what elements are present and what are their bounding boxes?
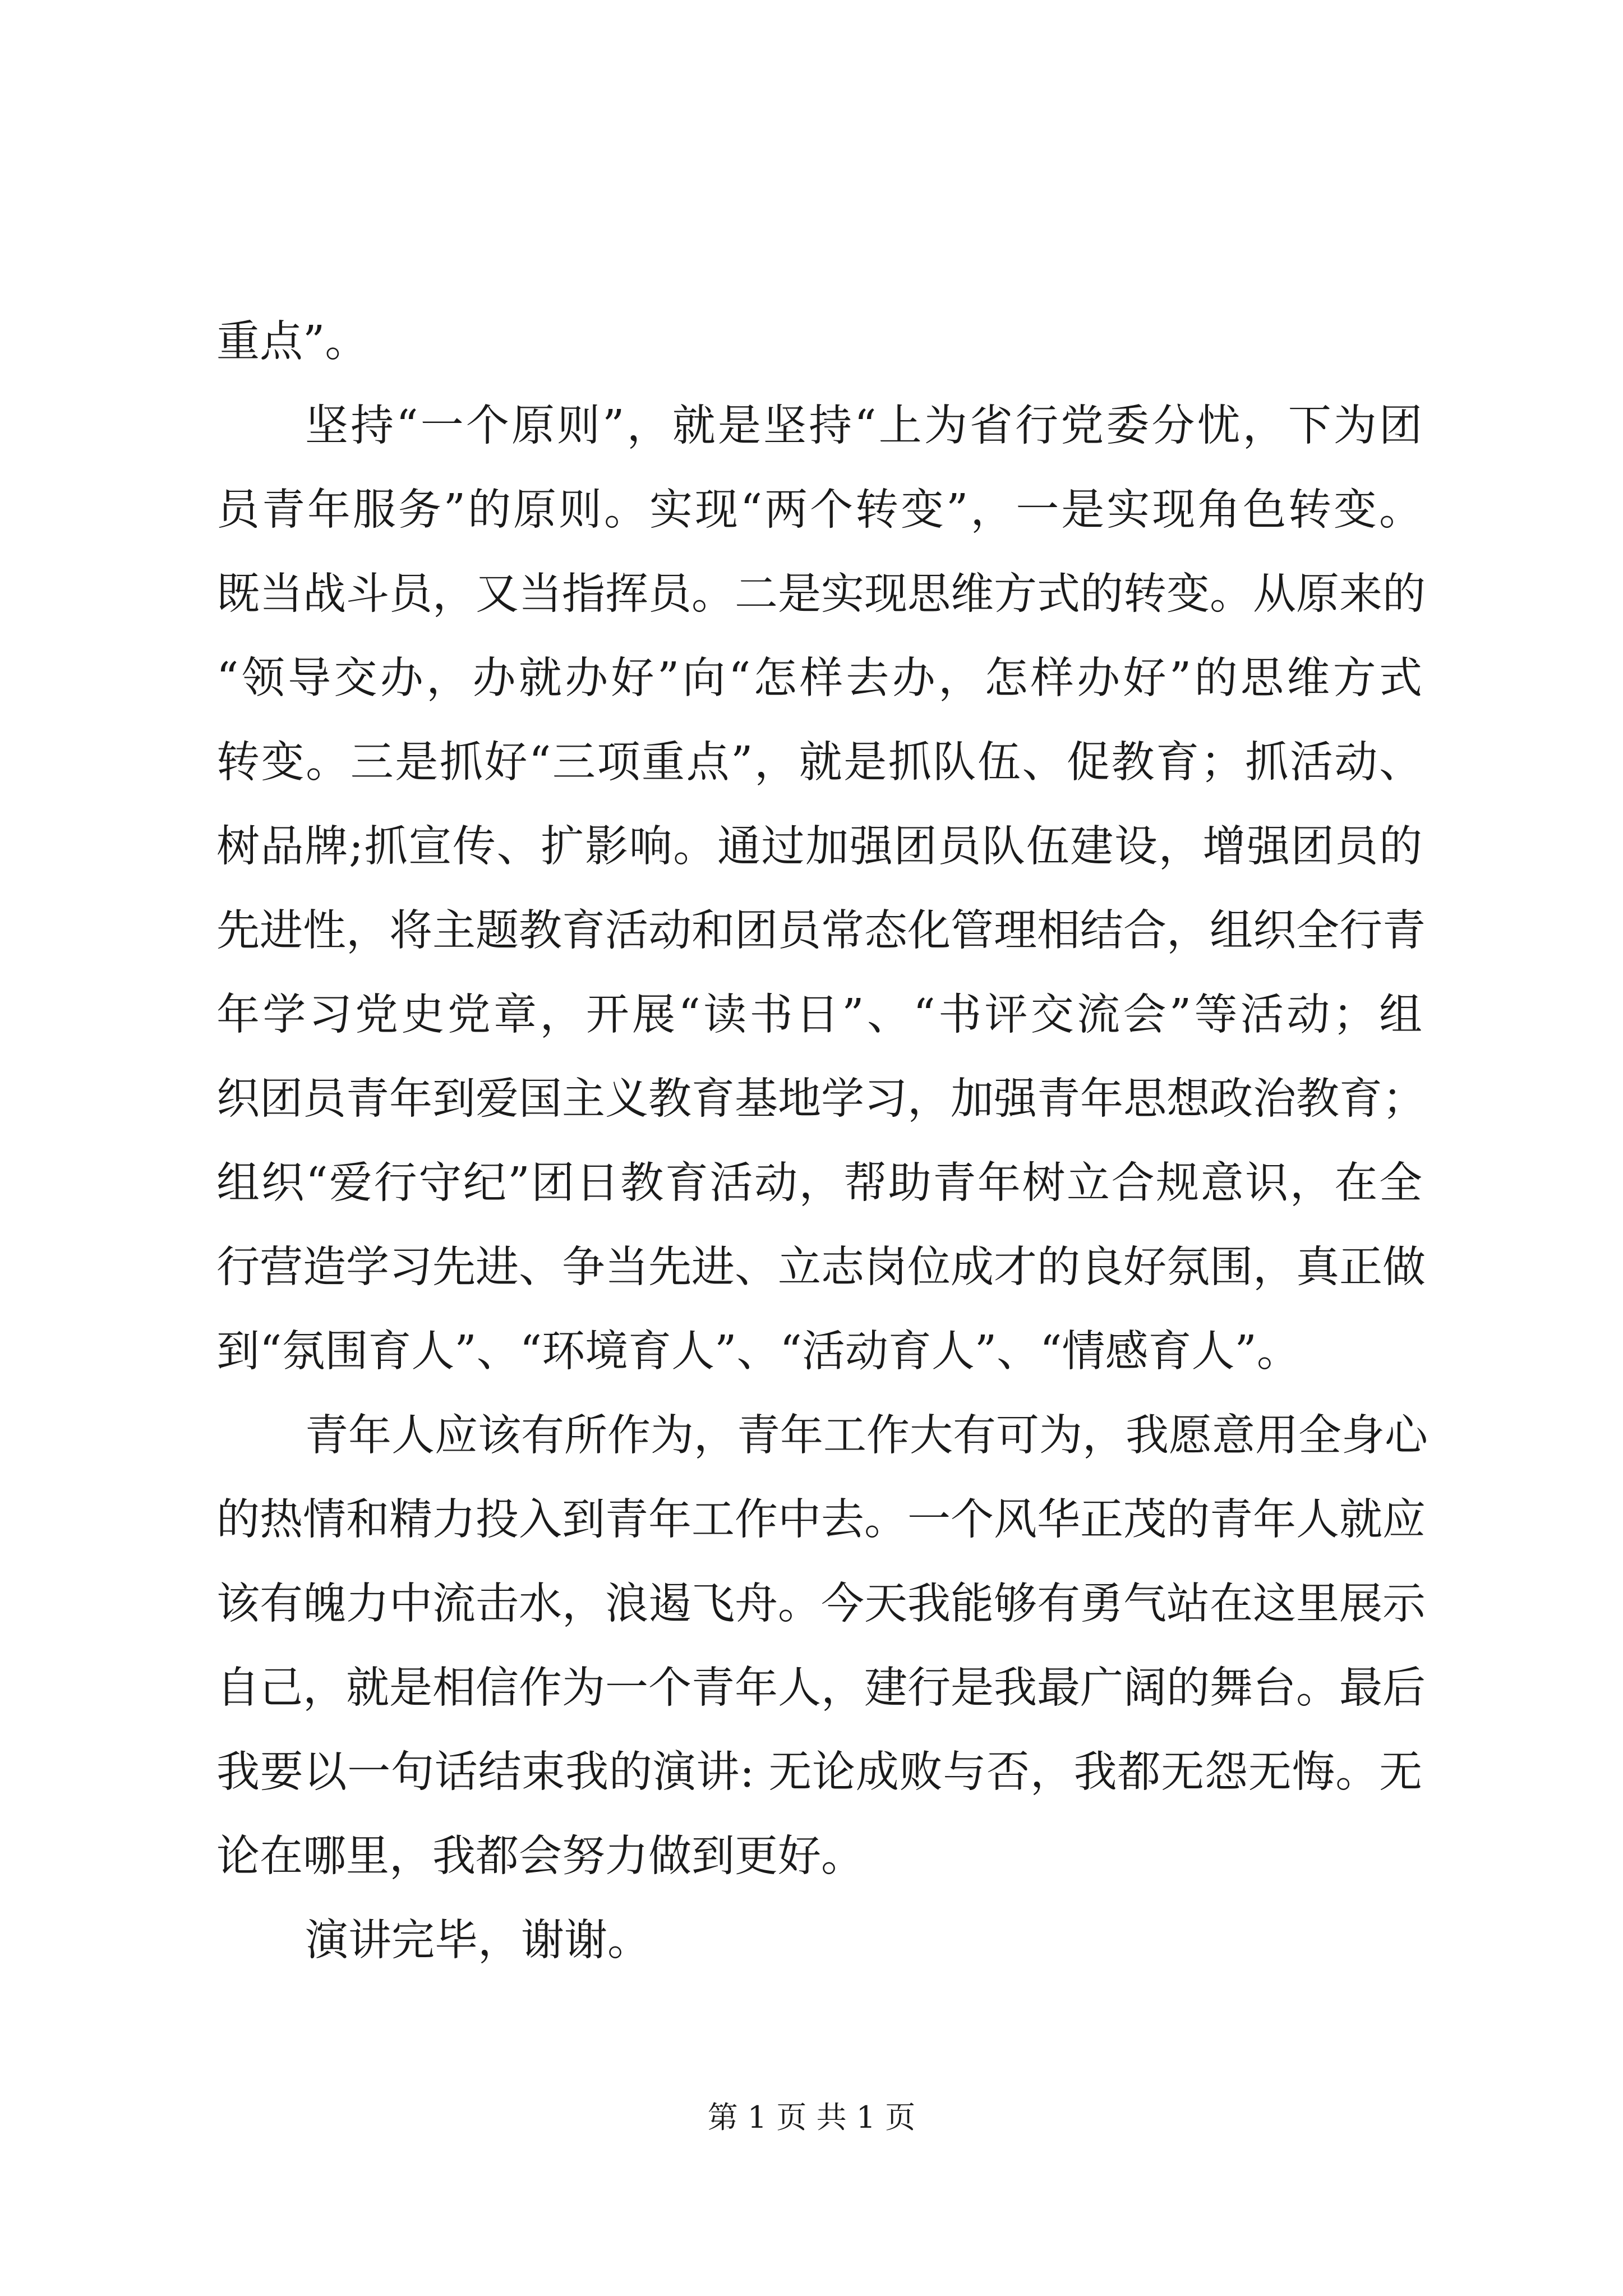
text-line: “领导交办，办就办好”向“怎样去办，怎样办好”的思维方式 bbox=[216, 654, 1422, 703]
text-line: 论在哪里，我都会努力做到更好。 bbox=[216, 1832, 864, 1881]
page-footer: 第 1 页 共 1 页 bbox=[707, 2100, 916, 2135]
text-line: 织团员青年到爱国主义教育基地学习，加强青年思想政治教育； bbox=[216, 1074, 1426, 1124]
text-line: 年学习党史党章，开展“读书日”、“书评交流会”等活动；组 bbox=[216, 990, 1422, 1040]
text-line: 青年人应该有所作为，青年工作大有可为，我愿意用全身心 bbox=[305, 1411, 1428, 1461]
text-line: 重点”。 bbox=[216, 317, 368, 367]
text-line: 转变。三是抓好“三项重点”，就是抓队伍、促教育；抓活动、 bbox=[216, 738, 1422, 788]
text-line: 员青年服务”的原则。实现“两个转变”，一是实现角色转变。 bbox=[216, 485, 1422, 535]
text-line: 既当战斗员，又当指挥员。二是实现思维方式的转变。从原来的 bbox=[216, 569, 1426, 619]
text-line: 该有魄力中流击水，浪遏飞舟。今天我能够有勇气站在这里展示 bbox=[216, 1579, 1426, 1629]
text-line: 先进性，将主题教育活动和团员常态化管理相结合，组织全行青 bbox=[216, 906, 1426, 956]
text-line: 自己，就是相信作为一个青年人，建行是我最广阔的舞台。最后 bbox=[216, 1663, 1426, 1713]
text-line: 行营造学习先进、争当先进、立志岗位成才的良好氛围，真正做 bbox=[216, 1243, 1426, 1292]
text-line: 演讲完毕，谢谢。 bbox=[305, 1916, 651, 1966]
text-line: 我要以一句话结束我的演讲: 无论成败与否，我都无怨无悔。无 bbox=[216, 1747, 1422, 1797]
text-line: 树品牌;抓宣传、扩影响。通过加强团员队伍建设，增强团员的 bbox=[216, 822, 1422, 872]
text-line: 组织“爱行守纪”团日教育活动，帮助青年树立合规意识，在全 bbox=[216, 1158, 1422, 1208]
text-line: 到“氛围育人”、“环境育人”、“活动育人”、“情感育人”。 bbox=[216, 1327, 1300, 1377]
text-line: 坚持“一个原则”，就是坚持“上为省行党委分忧，下为团 bbox=[305, 401, 1422, 451]
text-line: 的热情和精力投入到青年工作中去。一个风华正茂的青年人就应 bbox=[216, 1495, 1426, 1545]
